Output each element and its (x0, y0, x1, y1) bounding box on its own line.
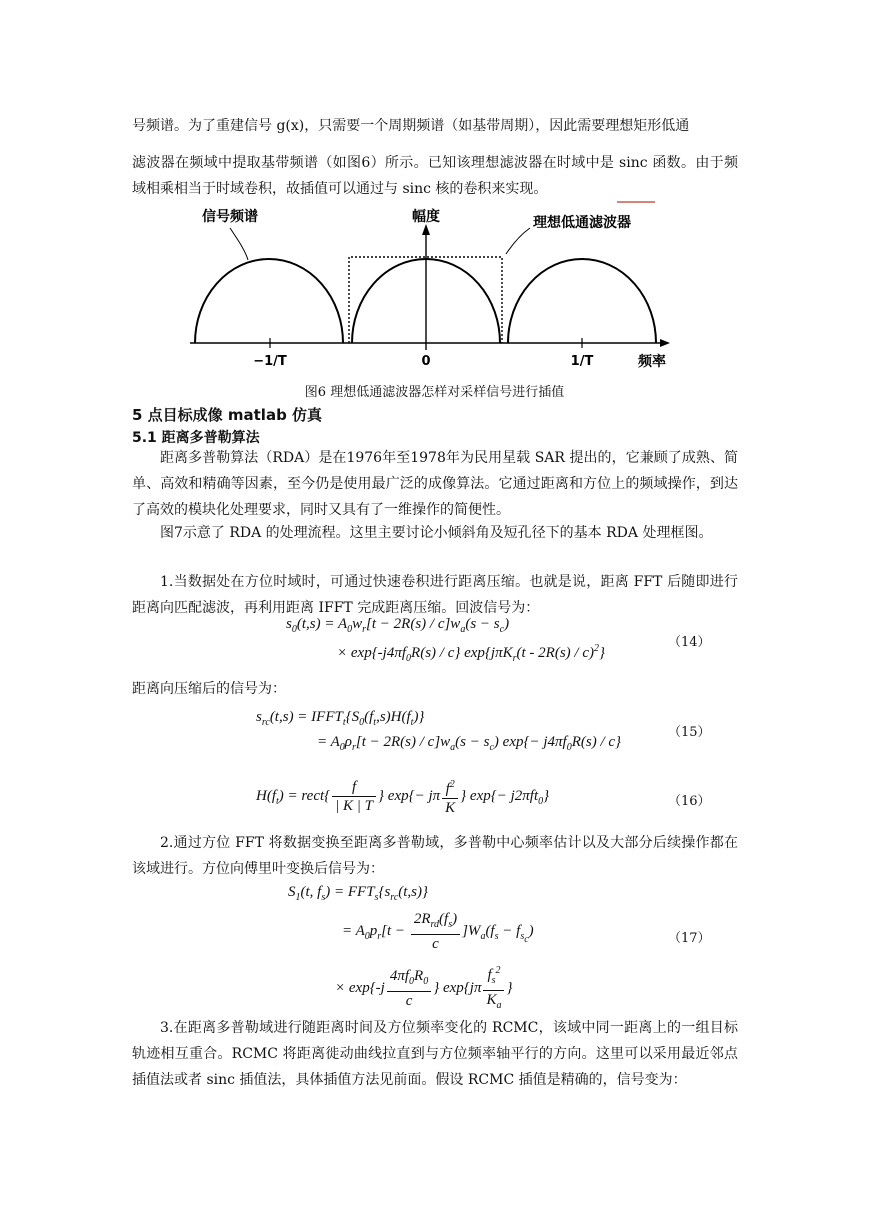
equation-17-line3: × exp{-j $\frac{4\pi f_0R_0}{c}$ } exp{jπ $\frac{f_s^2}{K_a}$ } (335, 962, 512, 1015)
paragraph-intro-text-2: 滤波器在频域中提取基带频谱（如图6）所示。已知该理想滤波器在时域中是 sinc 函数。由于频域相乘相当于时域卷积，故插值可以通过与 sinc 核的卷积来实现。 (132, 155, 738, 197)
equation-16-number: （16） (668, 794, 711, 809)
paragraph-intro-text: 号频谱。为了重建信号 g(x)，只需要一个周期频谱（如基带周期），因此需要理想矩形低通 (132, 118, 690, 134)
figure-6-lpf-diagram (190, 200, 690, 375)
equation-17-line1: $S_1(t$, $f_s) = FFT_s\{s_{rc}(t,s)\}$ (288, 884, 429, 903)
equation-15-line1: $s_{rc}(t,s)$ = $IFFT_t\{S_0(f_t,s)H(f_t)\}$ (256, 709, 425, 728)
spectrum-lobe-left (195, 259, 343, 343)
paragraph-step3: 3.在距离多普勒域进行随距离时间及方位频率变化的 RCMC，该域中同一距离上的一组目标轨迹相互重合。RCMC 将距离徙动曲线拉直到与方位频率轴平行的方向。这里可以采用最近邻点插值法或者 sinc 插值法，具体插值方法见前面。假设 RCMC 插值是精确的，信号变为： (132, 1020, 738, 1088)
equation-16: $H(f_t)$ = rect{ $\frac{f}{| K | T}$ } exp{− jπ $\frac{f^2}{K}$ } exp{− j2πft$_0$} (256, 776, 549, 817)
amplitude-axis-arrow (422, 224, 430, 235)
spectrum-lobe-right (508, 259, 656, 343)
paragraph-after-14: 距离向压缩后的信号为： (132, 681, 286, 697)
paragraph-fig7: 图7示意了 RDA 的处理流程。这里主要讨论小倾斜角及短孔径下的基本 RDA 处理框图。 (160, 525, 713, 541)
section-5-1-heading: 5.1 距离多普勒算法 (132, 430, 260, 446)
equation-14-number: （14） (668, 635, 711, 650)
equation-17-number: （17） (668, 931, 711, 946)
signal-spectrum-leader (230, 228, 248, 260)
equation-15-line2: = $A_0\rho_r[t - 2R(s) / c]w_a(s - s_c)$ $\exp\{- j4\pi f_0R(s) / c\}$ (317, 734, 622, 753)
equation-14-line1: $s_0(t,s) = A_0w_r[t - 2R(s) / c]w_a(s - s_c)$ (286, 616, 510, 635)
tick-label-pos: 1/T (570, 354, 594, 369)
paragraph-intro-line2 (132, 150, 738, 202)
paragraph-rda-intro: 距离多普勒算法（RDA）是在1976年至1978年为民用星载 SAR 提出的，它兼顾了成熟、简单、高效和精确等因素，至今仍是使用最广泛的成像算法。它通过距离和方位上的频域操作，到达了高效的模块化处理要求，同时又具有了一维操作的简便性。 (132, 450, 738, 518)
section-5-heading: 5 点目标成像 matlab 仿真 (132, 406, 323, 424)
frequency-axis-arrow (660, 339, 670, 347)
equation-15-number: （15） (668, 725, 711, 740)
tick-label-neg: −1/T (253, 354, 287, 369)
figure-6-caption: 图6 理想低通滤波器怎样对采样信号进行插值 (304, 385, 565, 400)
paragraph-step1: 1.当数据处在方位时域时，可通过快速卷积进行距离压缩。也就是说，距离 FFT 后随即进行距离向匹配滤波，再利用距离 IFFT 完成距离压缩。回波信号为： (132, 574, 738, 616)
label-ideal-lpf: 理想低通滤波器 (533, 215, 631, 231)
paragraph-step2: 2.通过方位 FFT 将数据变换至距离多普勒域，多普勒中心频率估计以及大部分后续操作都在该域进行。方位向傅里叶变换后信号为： (132, 835, 738, 877)
lpf-leader (506, 228, 530, 254)
label-frequency: 频率 (638, 354, 666, 370)
paragraph-intro-line1 (132, 113, 738, 139)
tick-label-zero: 0 (421, 354, 431, 369)
label-signal-spectrum: 信号频谱 (202, 209, 258, 225)
equation-14-line2: × $\exp\{-j4\pi f_0R(s) / c\}$ exp{jπK$_r$(t - 2R(s) / c)$^2$} (337, 643, 605, 664)
label-amplitude: 幅度 (412, 209, 440, 225)
equation-17-line2: = $A_0p_r[t$ − $\frac{2R_{rd}(f_s)}{c}$ ]$W_a(f_s - f_{s_c})$ (342, 911, 534, 952)
